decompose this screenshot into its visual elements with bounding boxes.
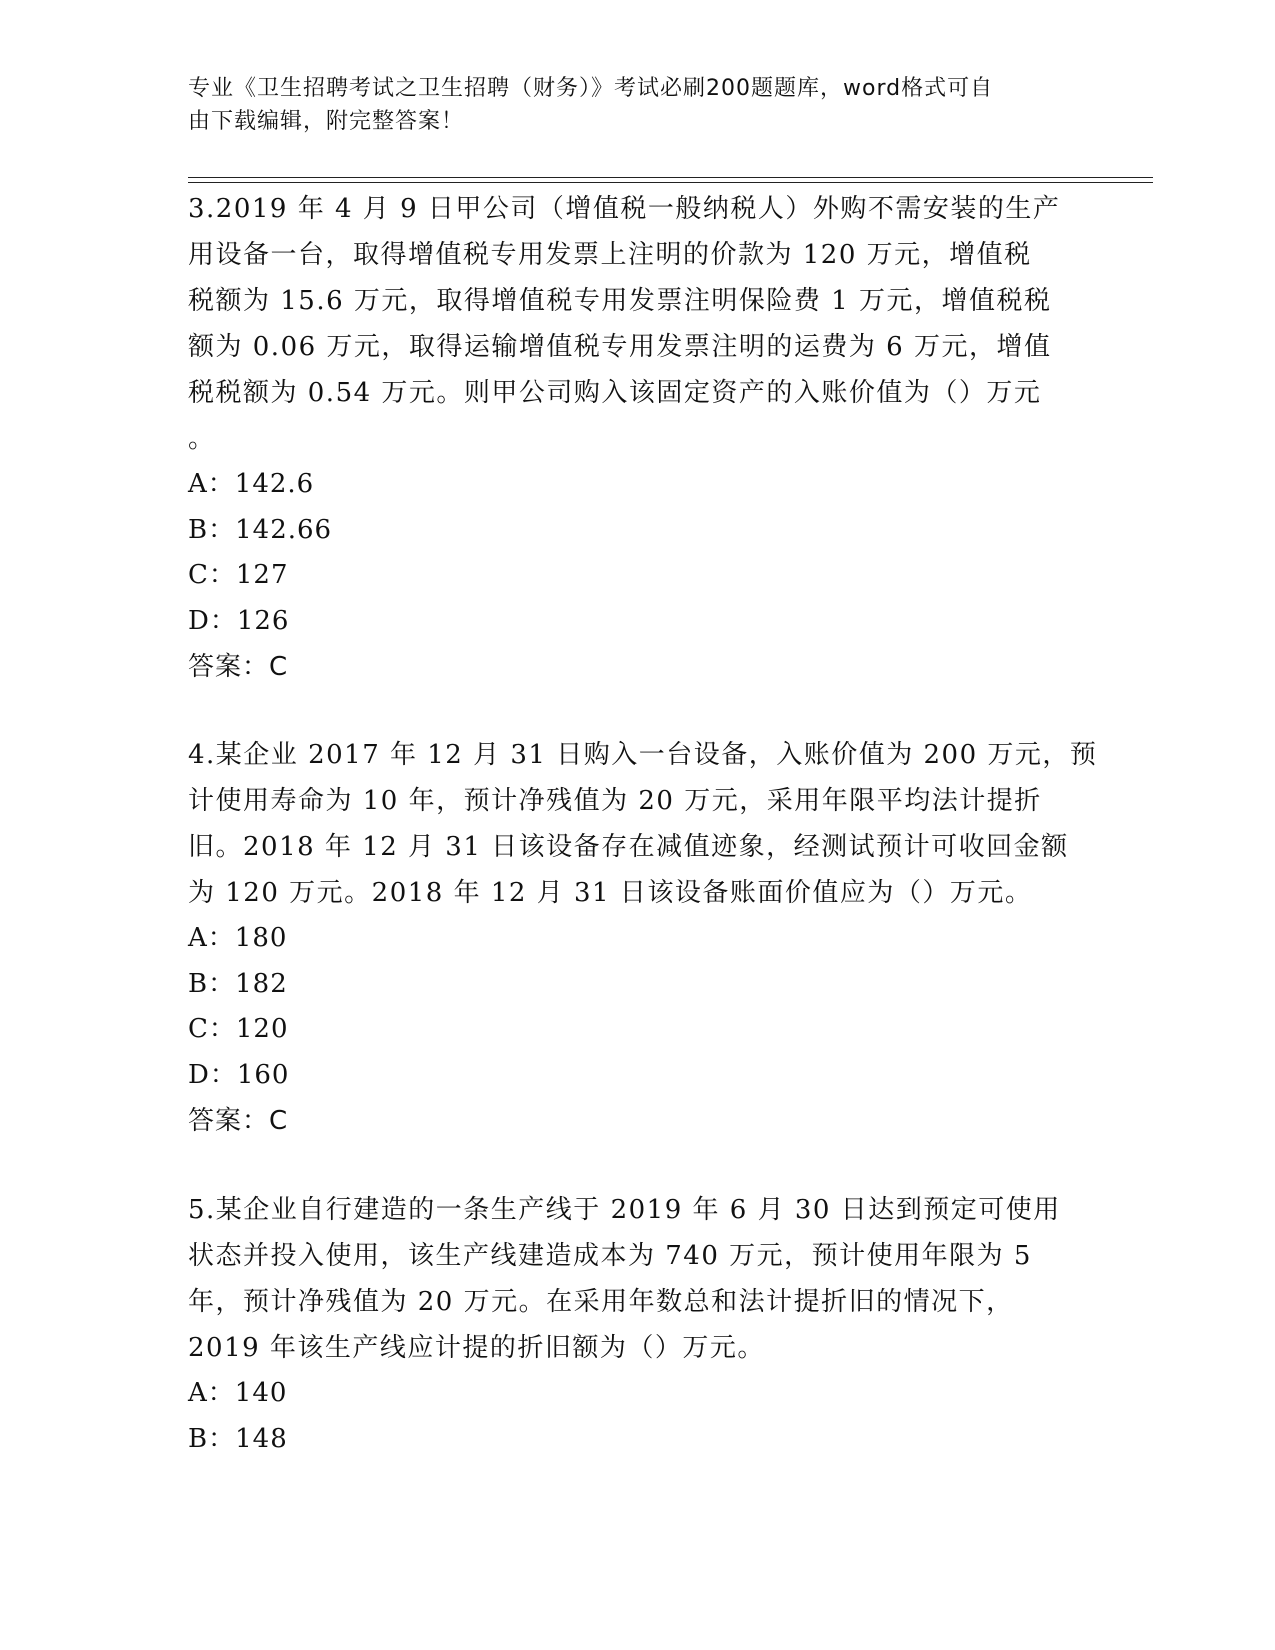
question-4 (188, 732, 1098, 1144)
stem-line: 计使用寿命为 10 年，预计净残值为 20 万元，采用年限平均法计提折 (188, 786, 1042, 816)
option-b: B：148 (188, 1423, 288, 1454)
question-4-stem (188, 732, 1098, 916)
stem-line: 2019 年该生产线应计提的折旧额为（）万元。 (188, 1333, 765, 1363)
header-divider-bottom (188, 182, 1153, 183)
question-3 (188, 186, 1078, 690)
option-d: D：160 (188, 1059, 290, 1090)
stem-line: 5.某企业自行建造的一条生产线于 2019 年 6 月 30 日达到预定可使用 (188, 1195, 1061, 1225)
answer: 答案：C (188, 1106, 289, 1136)
stem-line: 。 (188, 424, 216, 454)
stem-line: 4.某企业 2017 年 12 月 31 日购入一台设备，入账价值为 200 万元，预 (188, 740, 1098, 770)
option-d: D：126 (188, 605, 290, 636)
header-divider-top (188, 177, 1153, 178)
question-5 (188, 1187, 1078, 1462)
option-b: B：142.66 (188, 514, 333, 545)
stem-line: 额为 0.06 万元，取得运输增值税专用发票注明的运费为 6 万元，增值 (188, 332, 1052, 362)
stem-line: 状态并投入使用，该生产线建造成本为 740 万元，预计使用年限为 5 (188, 1241, 1032, 1271)
header-line-1: 专业《卫生招聘考试之卫生招聘（财务）》考试必刷200题题库，word格式可自 (188, 76, 994, 101)
header-line-2: 由下载编辑，附完整答案！ (188, 109, 465, 134)
option-a: A：180 (188, 923, 288, 953)
stem-line: 3.2019 年 4 月 9 日甲公司（增值税一般纳税人）外购不需安装的生产 (188, 194, 1061, 224)
stem-line: 旧。2018 年 12 月 31 日该设备存在减值迹象，经测试预计可收回金额 (188, 832, 1069, 862)
stem-line: 税税额为 0.54 万元。则甲公司购入该固定资产的入账价值为（）万元 (188, 378, 1042, 408)
question-5-stem (188, 1187, 1078, 1371)
document-header (188, 72, 1068, 138)
stem-line: 年，预计净残值为 20 万元。在采用年数总和法计提折旧的情况下， (188, 1287, 1014, 1317)
stem-line: 用设备一台，取得增值税专用发票上注明的价款为 120 万元，增值税 (188, 240, 1032, 270)
option-a: A：142.6 (188, 469, 315, 499)
stem-line: 税额为 15.6 万元，取得增值税专用发票注明保险费 1 万元，增值税税 (188, 286, 1052, 316)
option-a: A：140 (188, 1378, 288, 1408)
stem-line: 为 120 万元。2018 年 12 月 31 日该设备账面价值应为（）万元。 (188, 878, 1033, 908)
option-c: C：120 (188, 1014, 289, 1044)
answer: 答案：C (188, 652, 289, 682)
option-c: C：127 (188, 560, 289, 590)
question-3-stem (188, 186, 1078, 462)
option-b: B：182 (188, 968, 288, 999)
